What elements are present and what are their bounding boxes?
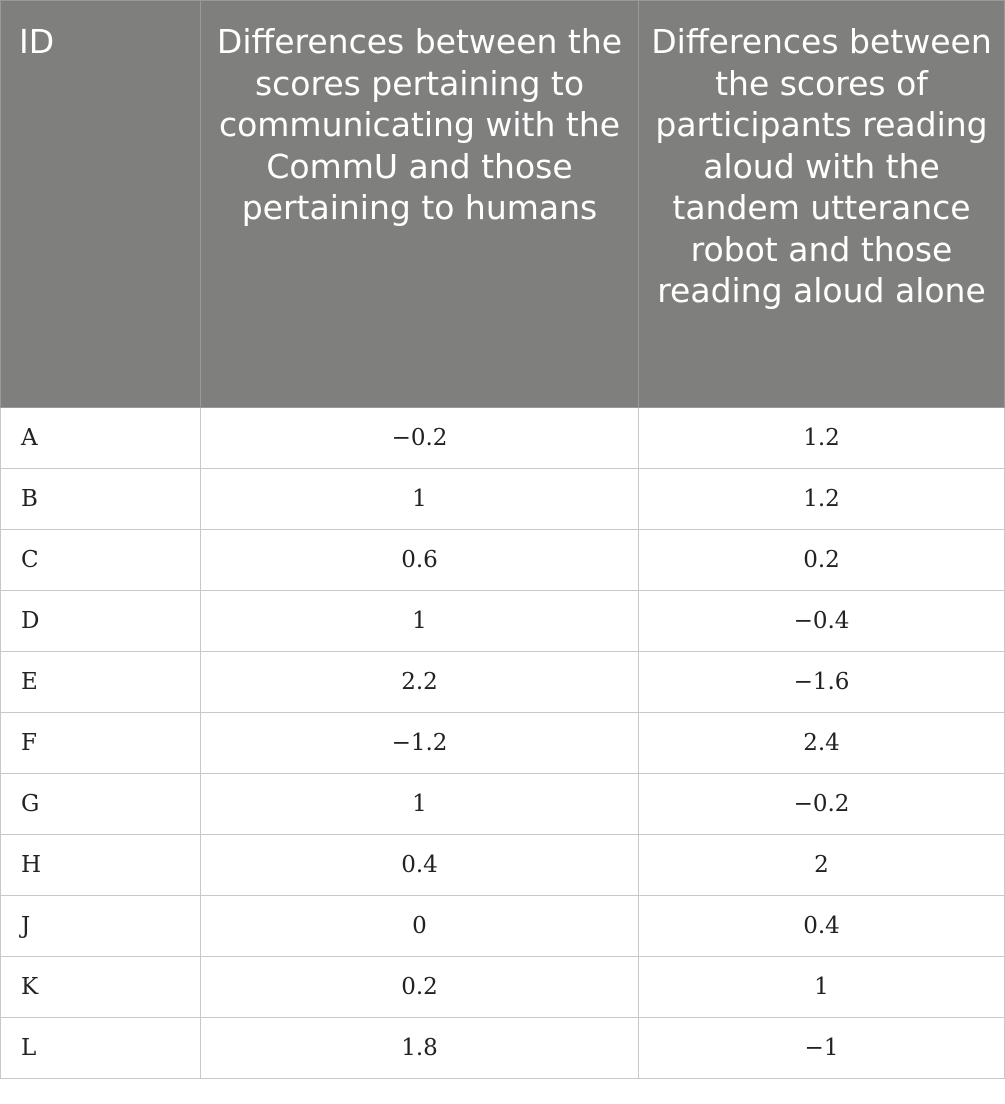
- cell-id: G: [1, 774, 201, 835]
- table-row: [1, 774, 1005, 835]
- table-header: [1, 1, 1005, 408]
- table-body: [1, 408, 1005, 1079]
- cell-tandem-vs-alone: −0.2: [639, 774, 1005, 835]
- cell-commu-vs-humans: 1: [201, 469, 639, 530]
- cell-id: F: [1, 713, 201, 774]
- cell-id: C: [1, 530, 201, 591]
- table-row: [1, 530, 1005, 591]
- cell-tandem-vs-alone: −1.6: [639, 652, 1005, 713]
- cell-id: D: [1, 591, 201, 652]
- cell-tandem-vs-alone: 1.2: [639, 408, 1005, 469]
- table-row: [1, 835, 1005, 896]
- cell-commu-vs-humans: 1: [201, 774, 639, 835]
- header-id: ID: [1, 1, 201, 408]
- table-row: [1, 1018, 1005, 1079]
- cell-commu-vs-humans: 2.2: [201, 652, 639, 713]
- cell-tandem-vs-alone: 0.2: [639, 530, 1005, 591]
- cell-tandem-vs-alone: −1: [639, 1018, 1005, 1079]
- header-tandem-vs-alone: Differences between the scores of participants reading aloud with the tandem utterance robot and those reading aloud alone: [639, 1, 1005, 408]
- table-row: [1, 469, 1005, 530]
- cell-commu-vs-humans: −0.2: [201, 408, 639, 469]
- cell-commu-vs-humans: 0.4: [201, 835, 639, 896]
- cell-tandem-vs-alone: −0.4: [639, 591, 1005, 652]
- header-commu-vs-humans: Differences between the scores pertaining to communicating with the CommU and those pertaining to humans: [201, 1, 639, 408]
- cell-id: K: [1, 957, 201, 1018]
- cell-tandem-vs-alone: 2: [639, 835, 1005, 896]
- cell-commu-vs-humans: 1: [201, 591, 639, 652]
- table-row: [1, 408, 1005, 469]
- cell-id: H: [1, 835, 201, 896]
- cell-id: L: [1, 1018, 201, 1079]
- cell-commu-vs-humans: 0: [201, 896, 639, 957]
- cell-tandem-vs-alone: 1.2: [639, 469, 1005, 530]
- cell-id: B: [1, 469, 201, 530]
- table-row: [1, 652, 1005, 713]
- cell-tandem-vs-alone: 2.4: [639, 713, 1005, 774]
- table-row: [1, 713, 1005, 774]
- cell-commu-vs-humans: −1.2: [201, 713, 639, 774]
- cell-commu-vs-humans: 0.2: [201, 957, 639, 1018]
- cell-tandem-vs-alone: 1: [639, 957, 1005, 1018]
- cell-id: A: [1, 408, 201, 469]
- cell-id: E: [1, 652, 201, 713]
- header-row: [1, 1, 1005, 408]
- table-row: [1, 957, 1005, 1018]
- table-row: [1, 896, 1005, 957]
- cell-id: J: [1, 896, 201, 957]
- table-row: [1, 591, 1005, 652]
- cell-commu-vs-humans: 1.8: [201, 1018, 639, 1079]
- cell-tandem-vs-alone: 0.4: [639, 896, 1005, 957]
- cell-commu-vs-humans: 0.6: [201, 530, 639, 591]
